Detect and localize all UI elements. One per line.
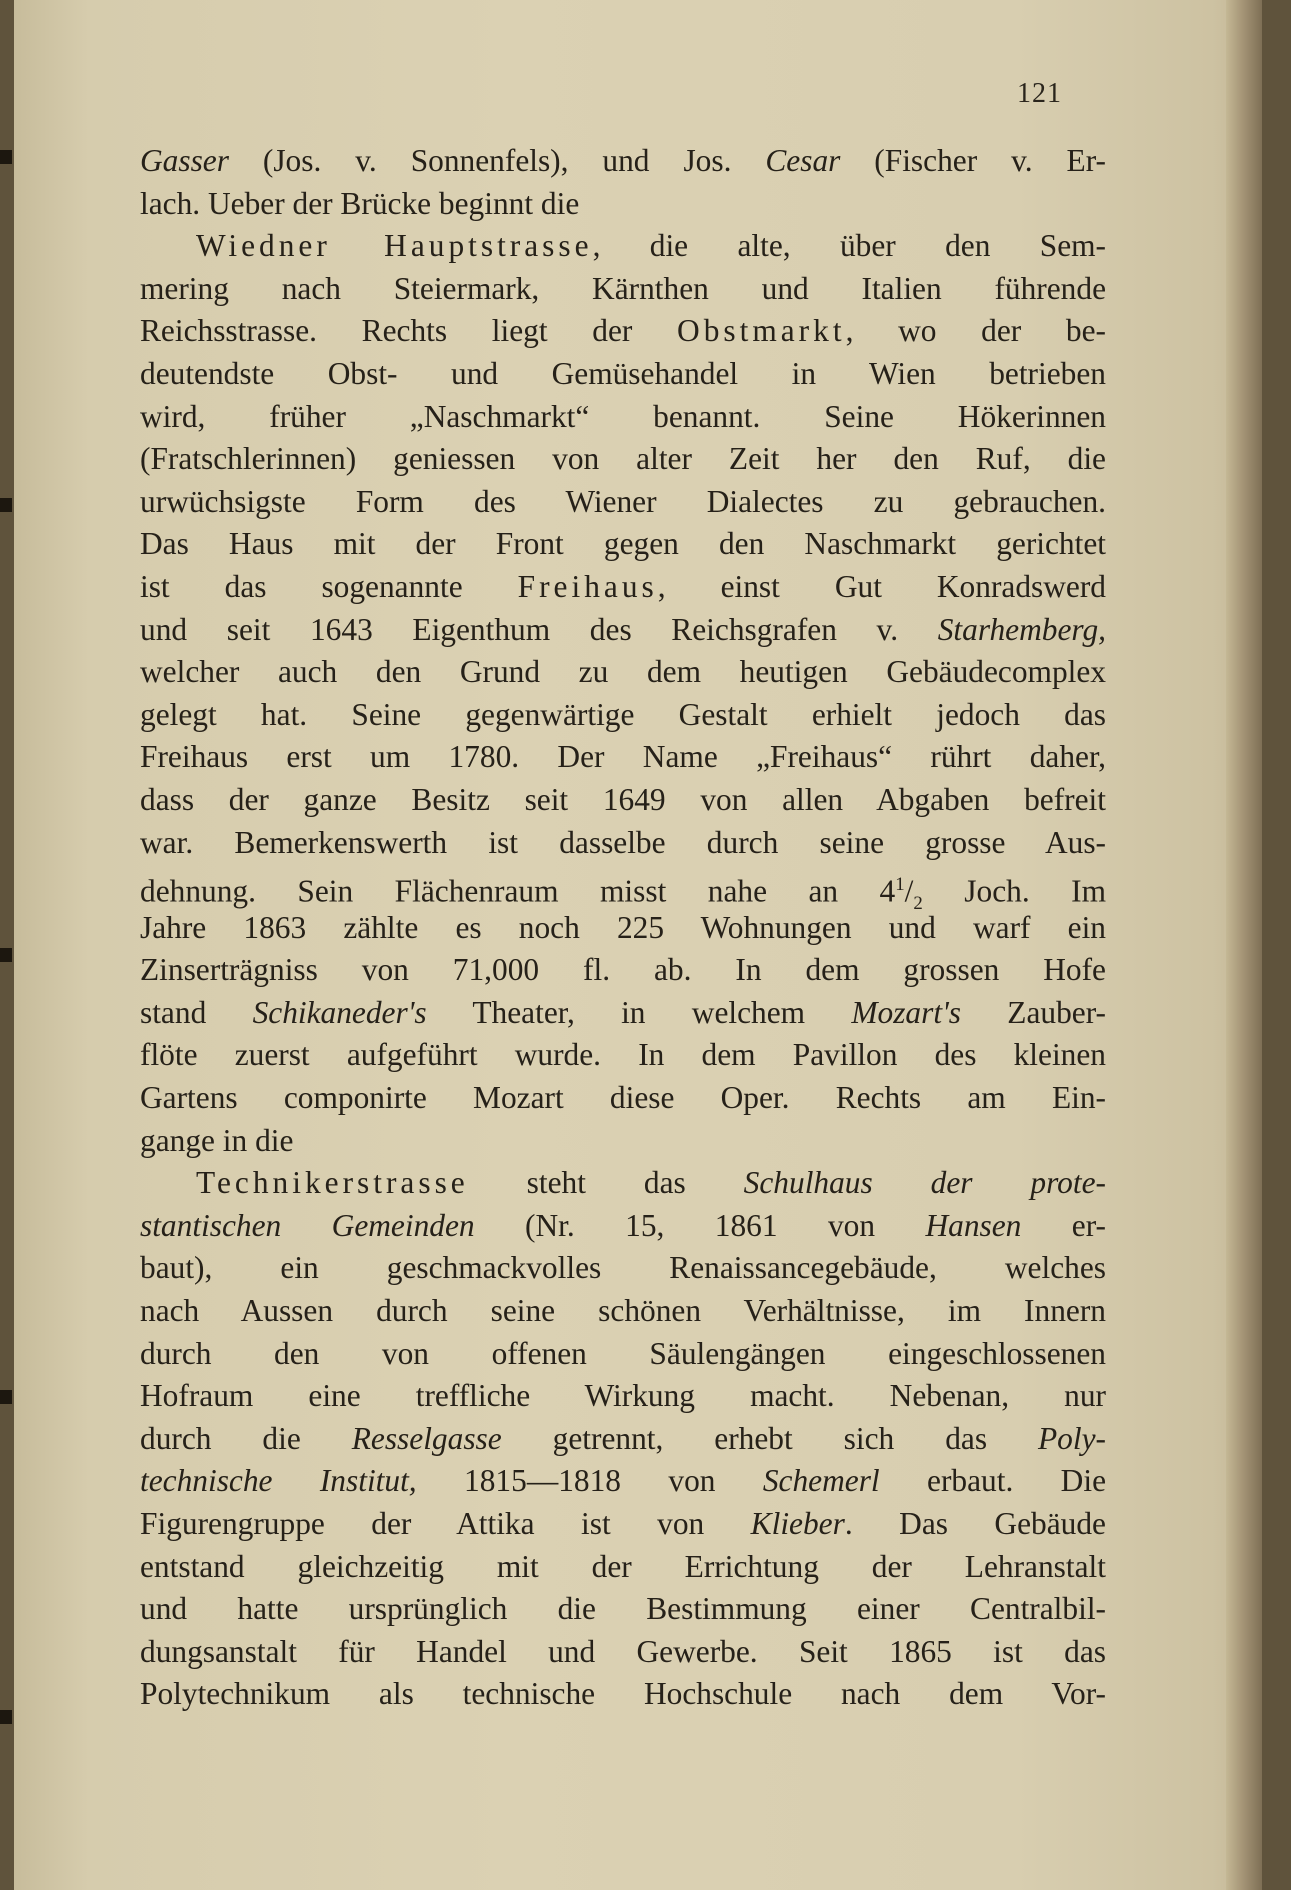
text-segment: stand (140, 994, 253, 1030)
text-segment: Cesar (765, 143, 841, 178)
text-line (140, 949, 1106, 992)
page (14, 0, 1262, 1890)
text-line (140, 1418, 1106, 1461)
text-segment: war. Bemerkenswerth ist dasselbe durch seine grosse Aus- (140, 824, 1106, 860)
text-segment: getrennt, erhebt sich das (501, 1420, 1038, 1456)
text-line (140, 268, 1106, 311)
text-segment: steht das (468, 1165, 744, 1201)
text-segment: , einst Gut Konradswerd (657, 568, 1106, 604)
text-segment: lach. Ueber der Brücke beginnt die (140, 185, 580, 221)
text-line (140, 907, 1106, 950)
text-line (140, 353, 1106, 396)
text-segment: dass der ganze Besitz seit 1649 von allen Abgaben befreit (140, 781, 1106, 817)
text-segment: ist das sogenannte (140, 568, 518, 604)
text-segment: . Das Gebäude (844, 1506, 1106, 1541)
text-segment: flöte zuerst aufgeführt wurde. In dem Pavillon des kleinen (140, 1037, 1106, 1073)
binding-mark (0, 498, 12, 512)
page-edge (1226, 0, 1262, 1890)
text-segment: (Nr. 15, 1861 von (474, 1207, 926, 1243)
text-line (140, 225, 1106, 268)
text-segment: er- (1021, 1207, 1106, 1243)
text-line (140, 1631, 1106, 1674)
text-segment: und hatte ursprünglich die Bestimmung einer Centralbil- (140, 1591, 1106, 1627)
text-segment: gange in die (140, 1122, 294, 1158)
text-line (140, 779, 1106, 822)
page-number: 121 (1017, 78, 1062, 109)
text-segment: , die alte, über den Sem- (592, 228, 1107, 264)
text-segment: Gasser (140, 143, 229, 178)
text-segment: Freihaus (517, 568, 658, 604)
text-segment: wird, früher „Naschmarkt“ benannt. Seine Hökerinnen (140, 398, 1106, 434)
text-segment: Hofraum eine treffliche Wirkung macht. Nebenan, nur (140, 1378, 1106, 1414)
text-segment: urwüchsigste Form des Wiener Dialectes zu gebrauchen. (140, 483, 1106, 519)
text-segment: Hansen (925, 1207, 1022, 1243)
text-segment: Das Haus mit der Front gegen den Naschmarkt gerichtet (140, 526, 1106, 562)
text-segment: deutendste Obst- und Gemüsehandel in Wien betrieben (140, 355, 1106, 391)
text-segment: (Fischer v. Er- (840, 143, 1106, 178)
text-line (140, 1503, 1106, 1546)
text-segment: technische Institut, (140, 1463, 417, 1499)
text-segment: mering nach Steiermark, Kärnthen und Italien führende (140, 270, 1106, 306)
text-segment: Resselgasse (351, 1420, 502, 1456)
text-segment: erbaut. Die (879, 1463, 1106, 1499)
text-line (140, 438, 1106, 481)
text-segment: (Jos. v. Sonnenfels), und Jos. (228, 143, 766, 178)
text-line (140, 822, 1106, 865)
text-segment: gelegt hat. Seine gegenwärtige Gestalt erhielt jedoch das (140, 696, 1106, 732)
text-segment: Schulhaus der prote- (743, 1165, 1106, 1201)
text-line (140, 140, 1106, 183)
text-segment: Poly- (1038, 1420, 1106, 1456)
text-segment: durch den von offenen Säulengängen eingeschlossenen (140, 1335, 1106, 1371)
text-line (140, 992, 1106, 1035)
binding-mark (0, 1710, 12, 1724)
text-line (140, 1077, 1106, 1120)
text-segment: 2 (913, 892, 923, 914)
text-segment: Wiedner Hauptstrasse (196, 228, 593, 264)
binding-mark (0, 150, 12, 164)
text-line (140, 566, 1106, 609)
text-line (140, 651, 1106, 694)
text-segment: Joch. Im (922, 873, 1106, 909)
text-line (140, 1034, 1106, 1077)
text-line (140, 396, 1106, 439)
text-line (140, 1460, 1106, 1503)
text-segment: welcher auch den Grund zu dem heutigen Gebäudecomplex (140, 654, 1106, 690)
body-text (140, 140, 1106, 1716)
text-line (140, 1673, 1106, 1716)
text-segment: Klieber (750, 1506, 845, 1541)
text-segment: Zauber- (961, 994, 1106, 1030)
text-line (140, 1290, 1106, 1333)
text-line (140, 183, 1106, 226)
text-segment: dungsanstalt für Handel und Gewerbe. Seit 1865 ist das (140, 1633, 1106, 1669)
binding-mark (0, 1390, 12, 1404)
text-line (140, 1546, 1106, 1589)
text-segment: , wo der be- (845, 313, 1106, 349)
text-segment: Freihaus erst um 1780. Der Name „Freihaus“ rührt daher, (140, 739, 1106, 775)
text-segment: Zinserträgniss von 71,000 fl. ab. In dem grossen Hofe (140, 952, 1106, 988)
text-segment: stantischen Gemeinden (140, 1207, 475, 1243)
text-segment: nach Aussen durch seine schönen Verhältnisse, im Innern (140, 1293, 1106, 1329)
text-line (140, 694, 1106, 737)
text-line (140, 736, 1106, 779)
text-segment: Schemerl (762, 1463, 880, 1499)
text-segment: Jahre 1863 zählte es noch 225 Wohnungen und warf ein (140, 909, 1106, 945)
text-segment: Theater, in welchem (426, 994, 852, 1030)
text-line (140, 523, 1106, 566)
text-line (140, 609, 1106, 652)
text-segment: Polytechnikum als technische Hochschule nach dem Vor- (140, 1676, 1106, 1712)
text-segment: Schikaneder's (252, 994, 427, 1030)
text-segment: Gartens componirte Mozart diese Oper. Rechts am Ein- (140, 1080, 1106, 1116)
text-segment: Mozart's (851, 994, 961, 1030)
text-line (140, 1588, 1106, 1631)
text-segment: dehnung. Sein Flächenraum misst nahe an 4 (140, 873, 896, 909)
text-segment: baut), ein geschmackvolles Renaissancegebäude, welches (140, 1250, 1106, 1286)
text-line (140, 864, 1106, 914)
text-segment: Figurengruppe der Attika ist von (140, 1506, 751, 1541)
text-line (140, 310, 1106, 353)
text-segment: (Fratschlerinnen) geniessen von alter Zeit her den Ruf, die (140, 441, 1106, 477)
text-segment: 1 (895, 874, 905, 896)
text-segment: durch die (140, 1420, 352, 1456)
text-segment: und seit 1643 Eigenthum des Reichsgrafen v. (140, 611, 938, 647)
text-line (140, 1120, 1106, 1163)
text-line (140, 1162, 1106, 1205)
text-line (140, 1205, 1106, 1248)
text-line (140, 1247, 1106, 1290)
text-segment: / (904, 873, 914, 909)
text-segment: Obstmarkt (677, 313, 846, 349)
text-line (140, 1375, 1106, 1418)
text-line (140, 481, 1106, 524)
text-segment: Starhemberg, (937, 611, 1106, 647)
text-segment: entstand gleichzeitig mit der Errichtung der Lehranstalt (140, 1548, 1106, 1584)
text-segment: 1815—1818 von (416, 1463, 763, 1499)
text-line (140, 1333, 1106, 1376)
binding-mark (0, 948, 12, 962)
text-segment: Technikerstrasse (196, 1165, 469, 1201)
text-segment: Reichsstrasse. Rechts liegt der (140, 313, 678, 349)
